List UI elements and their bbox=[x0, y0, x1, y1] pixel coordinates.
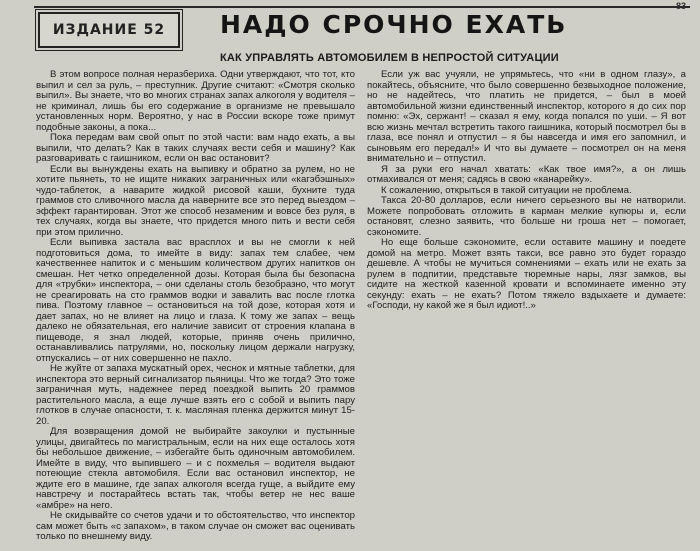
article-header bbox=[34, 10, 690, 64]
paragraph: Не жуйте от запаха мускатный орех, чеснок и мятные таблетки, для инспектора это верный сигнализатор пьяницы. Что же тогда? Это тоже заграничная муть, надежнее перед поездкой выпить 20 граммов растительного масла, а еще лучше взять его с собой и выпить пару глотков в случае опасности, т. к. масляная пленка держится минут 15-20. bbox=[36, 363, 355, 427]
article-body bbox=[36, 70, 686, 548]
paragraph: Если выпивка застала вас врасплох и вы не смогли к ней подготовиться дома, то имейте в виду: запах тем слабее, чем качественнее напиток и с меньшим количеством других напитков он смешан. Нет четко определенной дозы. Которая была бы безопасна для «трубки» инспектора, – они сделаны столь безобразно, что могут не среагировать на сто граммов водки и завалить вас после глотка пива. Поэтому главное – остановиться на той дозе, которая хотя и дает запах, но не влияет на лицо и глаза. К тому же запах – вещь далеко не обязательная, его наличие зависит от строения клапана в пищеводе, я знал людей, которые, приняв очень прилично, останавливались патрулями, но, поскольку лицом держали нагрузку, отпускались – от них совершенно не пахло. bbox=[36, 237, 355, 364]
paragraph: Такса 20-80 долларов, если ничего серьезного вы не натворили. Можете попробовать отложить в карман мелкие купюры и, если остановят, слезно заявить, что больше ни гроша нет – помогает, сэкономите. bbox=[367, 195, 686, 238]
page-number: 83 bbox=[675, 1, 686, 11]
paragraph: Пока передам вам свой опыт по этой части: вам надо ехать, а вы выпили, что делать? Как в таких случаях вести себя и машину? Как разговаривать с гаишником, если он вас остановит? bbox=[36, 132, 355, 164]
paragraph: Если вы вынуждены ехать на выпивку и обратно за рулем, но не хотите пьянеть, то не ищите никаких заграничных или «кагэбэшных» чудо-таблеток, а наварите жидкой рисовой каши, бухните туда граммов сто сливочного масла да наверните все это перед выездом – эффект гарантирован. Этот же способ незаменим и вовсе без руля, в тех случаях, когда вы знаете, что придется много пить и вести себя при этом прилично. bbox=[36, 163, 355, 238]
paragraph: В этом вопросе полная неразбериха. Одни утверждают, что тот, кто выпил и сел за руль, – преступник. Другие считают: «Смотря сколько выпил». Вы знаете, что во многих странах запах алкоголя у водителя – не криминал, лишь бы его содержание в организме не превышало установленных норм. Вероятно, у нас в России вскоре тоже примут подобные законы, а пока... bbox=[36, 69, 355, 133]
edition-label: ИЗДАНИЕ 52 bbox=[38, 12, 180, 48]
paragraph: Но еще больше сэкономите, если оставите машину и поедете домой на метро. Может взять такси, все равно это будет гораздо дешевле. А чтобы не мучиться сомнениями – ехать или не ехать за рулем в подпитии, представьте тюремные нары, лязг замков, вы сидите на жесткой казенной кровати и вспоминаете именно эту секунду: ехать – не ехать? Потом тяжело вздыхаете и думаете: «Господи, ну какой же я был идиот!..» bbox=[367, 237, 686, 311]
subheadline: КАК УПРАВЛЯТЬ АВТОМОБИЛЕМ В НЕПРОСТОЙ СИТУАЦИИ bbox=[220, 52, 559, 64]
paragraph: К сожалению, открыться в такой ситуации не проблема. bbox=[381, 184, 632, 196]
paragraph: Если уж вас учуяли, не упрямьтесь, что «ни в одном глазу», а покайтесь, объясните, что было совершенно безвыходное положение, но не надейтесь, что платить не придется, – был в моей автомобильной жизни единственный инспектор, которого я до сих пор помню: «Эх, сержант! – сказал я ему, когда попался по уши. – Я вот всю жизнь мечтал встретить такого гаишника, который посмотрел бы в глаза, все понял и отпустил – я бы навсегда и имя его запомнил, и сыновьям его передал!» И что вы думаете – посмотрел он на меня внимательно и – отпустил. bbox=[367, 69, 686, 164]
paragraph: Не скидывайте со счетов удачи и то обстоятельство, что инспектор сам может быть «с запахом», в таком случае он сможет вас оценивать только по внешнему виду. bbox=[36, 510, 355, 542]
top-rule bbox=[34, 6, 690, 8]
headline: НАДО СРОЧНО ЕХАТЬ bbox=[220, 10, 568, 39]
paragraph: Для возвращения домой не выбирайте закоулки и пустынные улицы, двигайтесь по магистральным, если на них еще осталось хотя бы небольшое движение, – избегайте быть одиночным автомобилем. Имейте в виду, что выпившего – и с похмелья – водителя выдают потеющие стекла автомобиля. Если вас остановил инспектор, не ждите его в машине, где запах алкоголя всегда гуще, а выйдите ему навстречу и постарайтесь встать так, чтобы ветер не нес ваше «амбре» на него. bbox=[36, 426, 355, 511]
paragraph: Я за руки его начал хватать: «Как твое имя?», а он лишь отмахивался от меня; садясь в свою «канарейку». bbox=[367, 163, 686, 185]
